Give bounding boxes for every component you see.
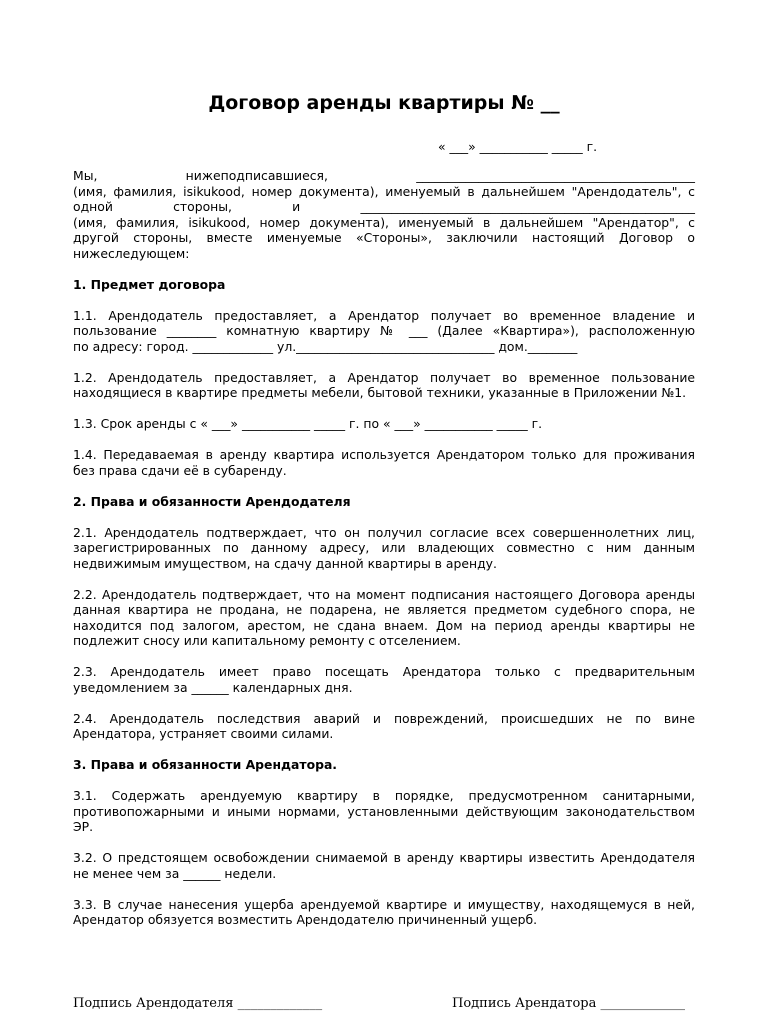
clause-1-1-line-3: по адресу: город. _____________ ул.________________________________ дом.________ (73, 338, 578, 354)
date-line: « ___» ___________ _____ г. (438, 139, 598, 154)
clause-1-1 (73, 308, 695, 355)
clause-2-2: 2.2. Арендодатель подтверждает, что на момент подписания настоящего Договора аренды данная квартира не продана, не подарена, не является предметом судебного спора, не находится под залогом, арестом, не сдана внаем. Дом на период аренды квартиры не подлежит сносу или капитальному ремонту с отселением. (73, 586, 695, 648)
clause-1-4: 1.4. Передаваемая в аренду квартира используется Арендатором только для проживания без права сдачи её в субаренду. (73, 447, 695, 478)
clause-3-3: 3.3. В случае нанесения ущерба арендуемой квартире и имуществу, находящемуся в ней, Арендатор обязуется возместить Арендодателю причиненный ущерб. (73, 896, 695, 927)
clause-1-3: 1.3. Срок аренды с « ___» ___________ _____ г. по « ___» ___________ _____ г. (73, 416, 543, 431)
clause-1-1-line-2: пользование ________ комнатную квартиру № ___ (Далее «Квартира»), расположенную (73, 323, 695, 338)
clause-1-1-line-1: 1.1. Арендодатель предоставляет, а Арендатор получает во временное владение и (73, 307, 695, 323)
intro-line-5: другой стороны, вместе именуемые «Стороны», заключили настоящий Договор о нижеследующем: (73, 230, 695, 261)
document-title: Договор аренды квартиры № __ (208, 92, 560, 114)
intro-line-1: Мы, нижеподписавшиеся, _____________________________________________ (73, 168, 695, 183)
clause-2-1: 2.1. Арендодатель подтверждает, что он получил согласие всех совершеннолетних лиц, зарегистрированных по данному адресу, или владеющих совместно с ним данным недвижимым имуществом, на сдачу данной квартиры в аренду. (73, 524, 695, 571)
landlord-signature: Подпись Арендодателя _____________ (73, 996, 323, 1011)
intro-line-4: (имя, фамилия, isikukood, номер документа), именуемый в дальнейшем "Арендатор", с (73, 214, 695, 230)
section-3-heading: 3. Права и обязанности Арендатора. (73, 757, 338, 772)
intro-paragraph (73, 168, 695, 261)
clause-2-4: 2.4. Арендодатель последствия аварий и повреждений, происшедших не по вине Арендатора, устраняет своими силами. (73, 710, 695, 741)
section-1-heading: 1. Предмет договора (73, 276, 226, 292)
clause-1-2: 1.2. Арендодатель предоставляет, а Арендатор получает во временное пользование находящиеся в квартире предметы мебели, бытовой техники, указанные в Приложении №1. (73, 369, 695, 400)
clause-3-1: 3.1. Содержать арендуемую квартиру в порядке, предусмотренном санитарными, противопожарными и иными нормами, установленными действующим законодательством ЭР. (73, 788, 695, 834)
tenant-signature: Подпись Арендатора _____________ (452, 996, 685, 1011)
section-2-heading: 2. Права и обязанности Арендодателя (73, 493, 351, 509)
document-body (73, 168, 695, 943)
clause-3-2: 3.2. О предстоящем освобождении снимаемой в аренду квартиры известить Арендодателя не менее чем за ______ недели. (73, 850, 695, 881)
clause-2-3: 2.3. Арендодатель имеет право посещать Арендатора только с предварительным уведомлением за ______ календарных дня. (73, 664, 695, 695)
intro-line-3: одной стороны, и ______________________________________________________ (73, 199, 695, 214)
intro-line-2: (имя, фамилия, isikukood, номер документа), именуемый в дальнейшем "Арендодатель", с (73, 183, 695, 199)
